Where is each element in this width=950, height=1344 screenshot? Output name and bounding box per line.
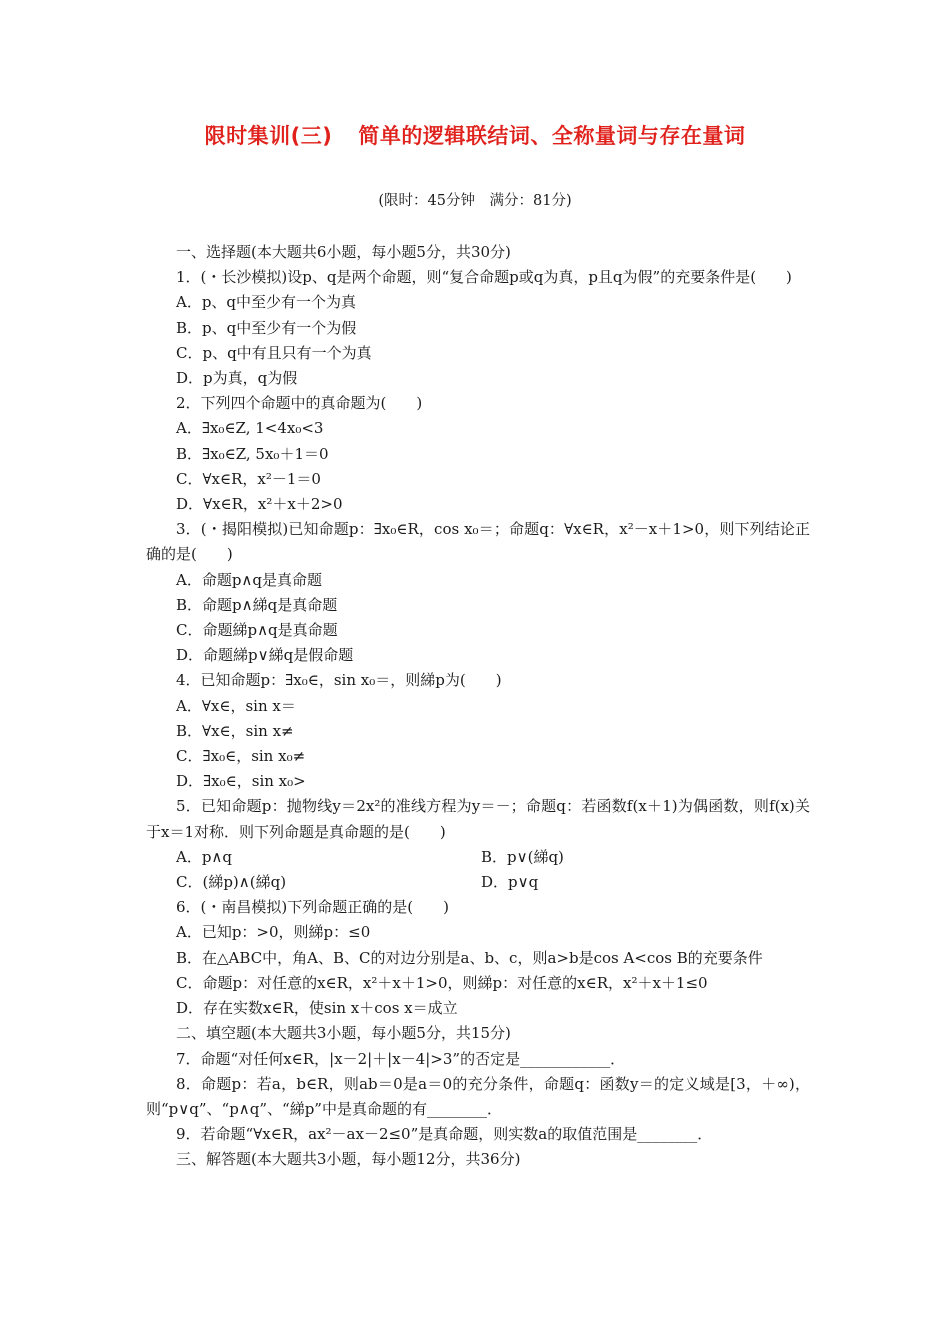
time-and-score: (限时：45分钟 满分：81分) [378,193,572,209]
section-heading-answer: 三、解答题(本大题共3小题，每小题12分，共36分) [176,1150,521,1169]
question-5-option-a: A．p∧q [176,847,233,866]
question-2-option-a: A．∃x₀∈Z, 1<4x₀<3 [176,419,324,438]
question-3-stem: 3．(・揭阳模拟)已知命题p：∃x₀∈R，cos x₀＝；命题q：∀x∈R，x²－x＋1>0，则下列结论正确的是( ) [146,520,810,564]
question-2-option-d: D．∀x∈R，x²＋x＋2>0 [176,495,343,514]
question-3-option-a: A．命题p∧q是真命题 [176,570,323,589]
question-3-option-c: C．命题綈p∧q是真命题 [176,621,338,640]
question-5-option-c: C．(綈p)∧(綈q) [176,873,287,892]
question-1-option-a: A．p、q中至少有一个为真 [176,293,357,312]
page-title [0,120,950,150]
exam-content [146,240,810,1173]
question-2-option-b: B．∃x₀∈Z, 5x₀＋1＝0 [176,444,329,463]
question-6-option-b: B．在△ABC中，角A、B、C的对边分别是a、b、c，则a>b是cos A<cos B的充要条件 [176,948,763,967]
question-5-stem: 5．已知命题p：抛物线y＝2x²的准线方程为y＝－；命题q：若函数f(x＋1)为偶函数，则f(x)关于x＝1对称．则下列命题是真命题的是( ) [146,797,810,841]
title-left: 限时集训(三) [204,124,333,148]
question-6-option-c: C．命题p：对任意的x∈R，x²＋x＋1>0，则綈p：对任意的x∈R，x²＋x＋1≤0 [176,973,708,992]
section-heading-fill-in: 二、填空题(本大题共3小题，每小题5分，共15分) [176,1024,511,1043]
question-1-option-d: D．p为真，q为假 [176,369,298,388]
question-5-options-row-2 [146,870,810,895]
question-1-option-c: C．p、q中有且只有一个为真 [176,343,372,362]
question-7: 7．命题“对任何x∈R，|x－2|＋|x－4|>3”的否定是____________． [176,1049,626,1068]
question-5-options-row-1 [146,845,810,870]
question-1-stem: 1．(・长沙模拟)设p、q是两个命题，则“复合命题p或q为真，p且q为假”的充要条件是( ) [176,268,792,287]
question-3-option-d: D．命题綈p∨綈q是假命题 [176,646,354,665]
question-1-option-b: B．p、q中至少有一个为假 [176,318,357,337]
question-5-option-d: D．p∨q [481,873,539,892]
question-4-option-d: D．∃x₀∈，sin x₀> [176,772,306,791]
question-6-stem: 6．(・南昌模拟)下列命题正确的是( ) [176,898,449,917]
question-2-option-c: C．∀x∈R，x²－1＝0 [176,469,321,488]
question-4-option-b: B．∀x∈，sin x≠ [176,721,294,740]
question-6-option-d: D．存在实数x∈R，使sin x＋cos x＝成立 [176,999,458,1018]
question-4-stem: 4．已知命题p：∃x₀∈，sin x₀＝，则綈p为( ) [176,671,502,690]
question-5-option-b: B．p∨(綈q) [481,847,564,866]
question-4-option-a: A．∀x∈，sin x＝ [176,696,296,715]
question-9: 9．若命题“∀x∈R，ax²－ax－2≤0”是真命题，则实数a的取值范围是________． [176,1125,713,1144]
question-2-stem: 2．下列四个命题中的真命题为( ) [176,394,423,413]
question-3-option-b: B．命题p∧綈q是真命题 [176,595,338,614]
question-8: 8．命题p：若a，b∈R，则ab＝0是a＝0的充分条件，命题q：函数y＝的定义域是[3，＋∞)，则“p∨q”、“p∧q”、“綈p”中是真命题的有________． [146,1074,810,1118]
question-4-option-c: C．∃x₀∈，sin x₀≠ [176,747,306,766]
section-heading-choice: 一、选择题(本大题共6小题，每小题5分，共30分) [176,243,511,261]
question-6-option-a: A．已知p：>0，则綈p：≤0 [176,923,371,942]
title-right: 简单的逻辑联结词、全称量词与存在量词 [358,124,746,148]
